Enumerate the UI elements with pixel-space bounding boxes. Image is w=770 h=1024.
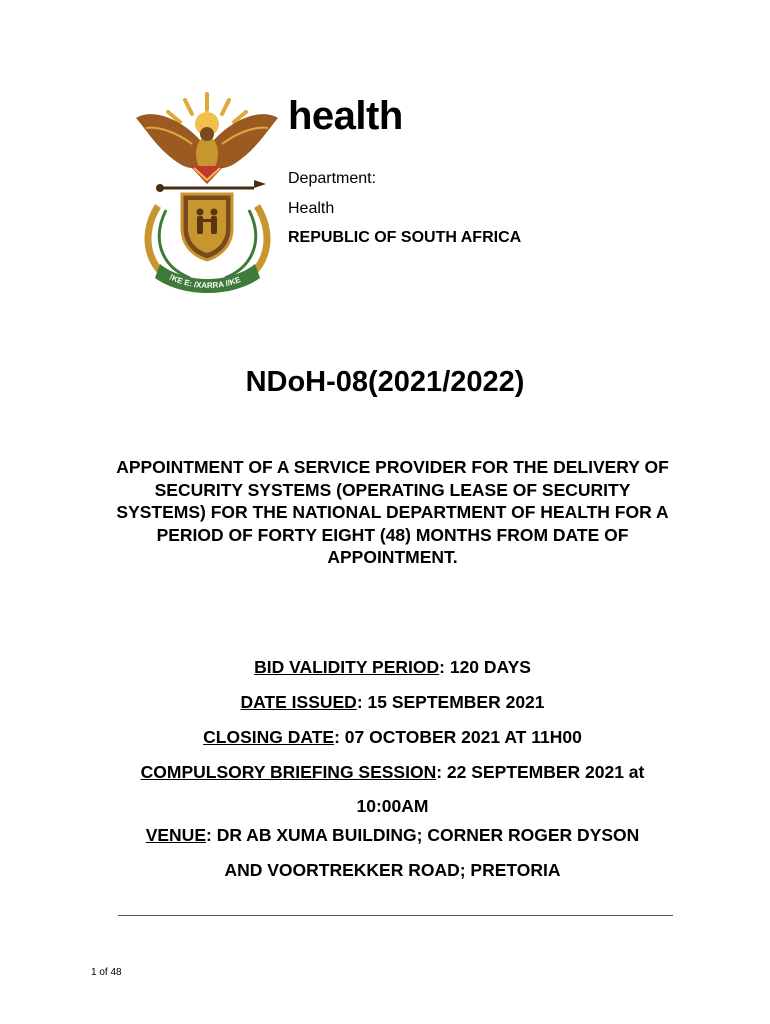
- briefing-session-time: 10:00AM: [356, 796, 429, 816]
- bid-reference-number: NDoH-08(2021/2022): [245, 366, 525, 398]
- bid-validity-value: : 120 DAYS: [439, 657, 531, 677]
- bid-validity-line: [100, 657, 685, 677]
- coat-of-arms-logo: [130, 88, 285, 298]
- venue-label: VENUE: [145, 825, 206, 845]
- department-label: Department:: [288, 170, 377, 187]
- briefing-session-value: : 22 SEPTEMBER 2021 at: [436, 762, 645, 782]
- country-name: REPUBLIC OF SOUTH AFRICA: [288, 229, 522, 246]
- venue-line-2: AND VOORTREKKER ROAD; PRETORIA: [224, 860, 561, 880]
- closing-date-label: CLOSING DATE: [203, 727, 335, 747]
- bid-subject: APPOINTMENT OF A SERVICE PROVIDER FOR THE DELIVERY OF SECURITY SYSTEMS (OPERATING LEASE OF SECURITY SYSTEMS) FOR THE NATIONAL DEPARTMENT OF HEALTH FOR A PERIOD OF FORTY EIGHT (48) MONTHS FROM DATE OF APPOINTMENT.: [116, 457, 669, 567]
- bid-validity-label: BID VALIDITY PERIOD: [254, 657, 440, 677]
- svg-text:!KE E: /XARRA //KE: !KE E: /XARRA //KE: [167, 272, 242, 291]
- department-name: Health: [288, 200, 335, 217]
- date-issued-label: DATE ISSUED: [240, 692, 357, 712]
- page-number: 1 of 48: [91, 967, 122, 978]
- briefing-session-label: COMPULSORY BRIEFING SESSION: [140, 762, 437, 782]
- closing-date-line: [100, 727, 685, 747]
- venue-value: : DR AB XUMA BUILDING; CORNER ROGER DYSON: [206, 825, 640, 845]
- footer-divider: [118, 915, 673, 916]
- date-issued-line: [100, 692, 685, 712]
- date-issued-value: : 15 SEPTEMBER 2021: [356, 692, 545, 712]
- closing-date-value: : 07 OCTOBER 2021 AT 11H00: [334, 727, 582, 747]
- venue-line: [100, 825, 685, 845]
- briefing-session-line: [100, 762, 685, 782]
- department-brand-title: health: [288, 94, 403, 138]
- coat-of-arms-icon: [130, 88, 285, 298]
